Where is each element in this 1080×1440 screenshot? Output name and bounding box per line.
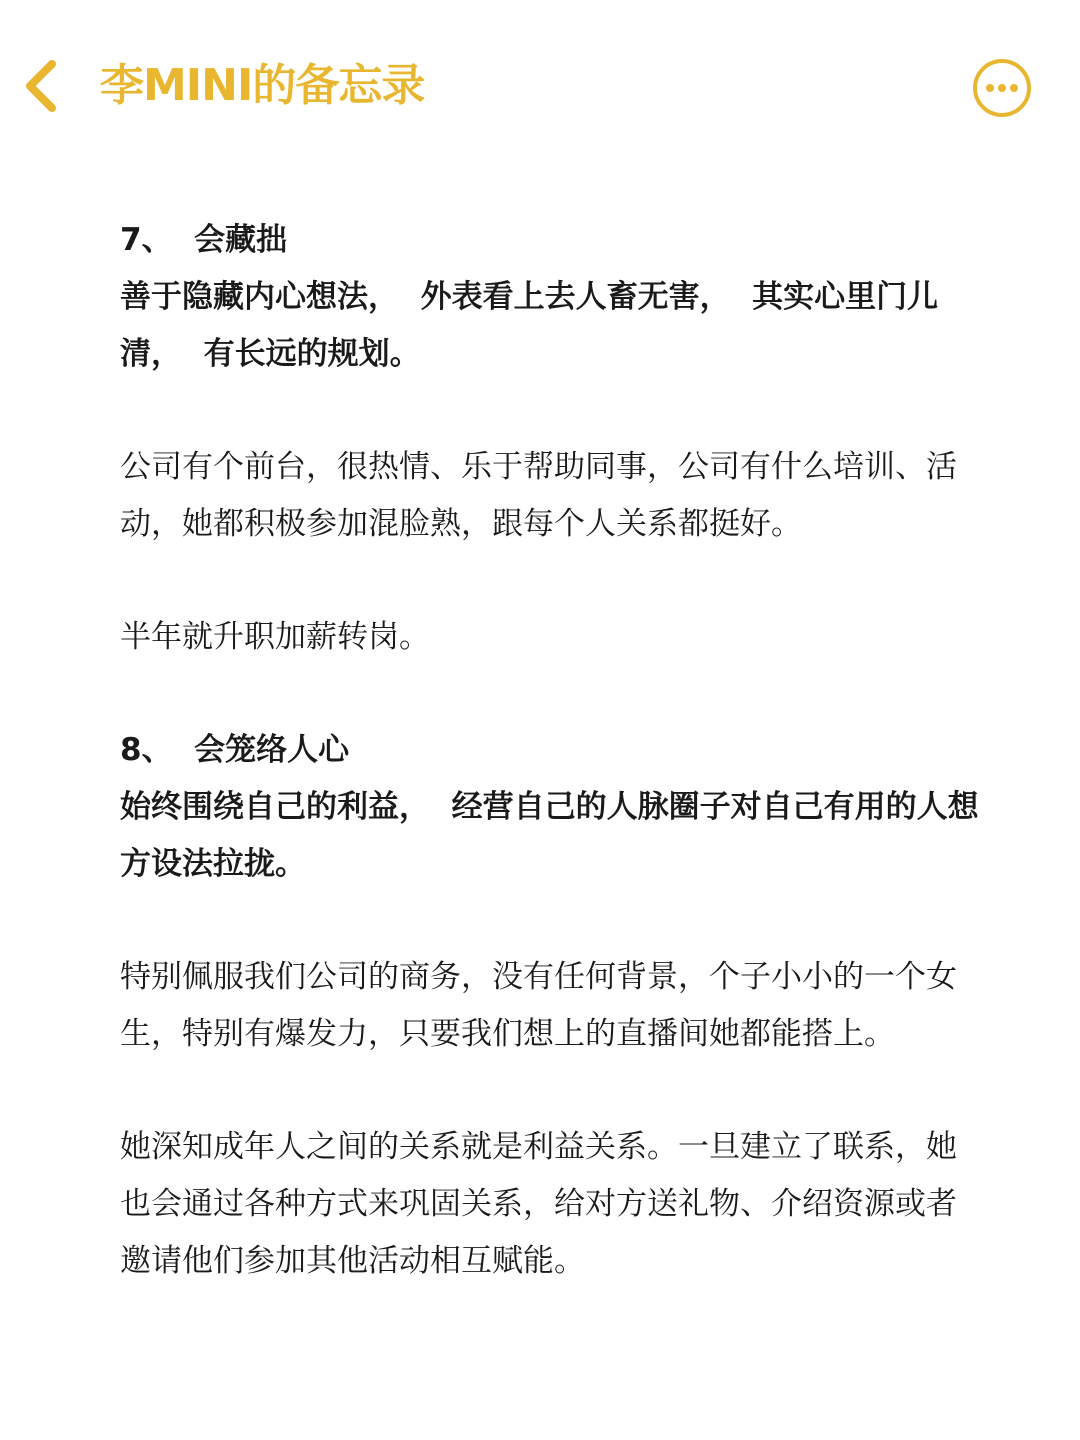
chevron-left-icon	[18, 56, 70, 116]
section-8-example-1: 特别佩服我们公司的商务，没有任何背景，个子小小的一个女生，特别有爆发力，只要我们想上的直播间她都能搭上。	[120, 959, 957, 1052]
section-8-example-2: 她深知成年人之间的关系就是利益关系。一旦建立了联系，她也会通过各种方式来巩固关系，给对方送礼物、介绍资源或者邀请他们参加其他活动相互赋能。	[120, 1129, 957, 1279]
section-8-summary: 始终围绕自己的利益， 经营自己的人脉圈子对自己有用的人想方设法拉拢。	[120, 789, 979, 882]
more-horizontal-circle-icon	[971, 57, 1033, 119]
page-title: 李MINI的备忘录	[100, 60, 425, 111]
note-content	[120, 212, 980, 1290]
section-7-summary: 善于隐藏内心想法， 外表看上去人畜无害， 其实心里门儿清， 有长远的规划。	[120, 279, 939, 372]
back-button[interactable]	[18, 56, 70, 116]
navigation-bar	[0, 0, 1080, 175]
section-7-heading: 7、 会藏拙	[120, 222, 288, 258]
section-7-example-1: 公司有个前台，很热情、乐于帮助同事，公司有什么培训、活动，她都积极参加混脸熟，跟每个人关系都挺好。	[120, 449, 957, 542]
section-7-example-2: 半年就升职加薪转岗。	[120, 619, 430, 655]
section-8-heading: 8、 会笼络人心	[120, 732, 350, 768]
more-options-button[interactable]	[971, 57, 1033, 119]
